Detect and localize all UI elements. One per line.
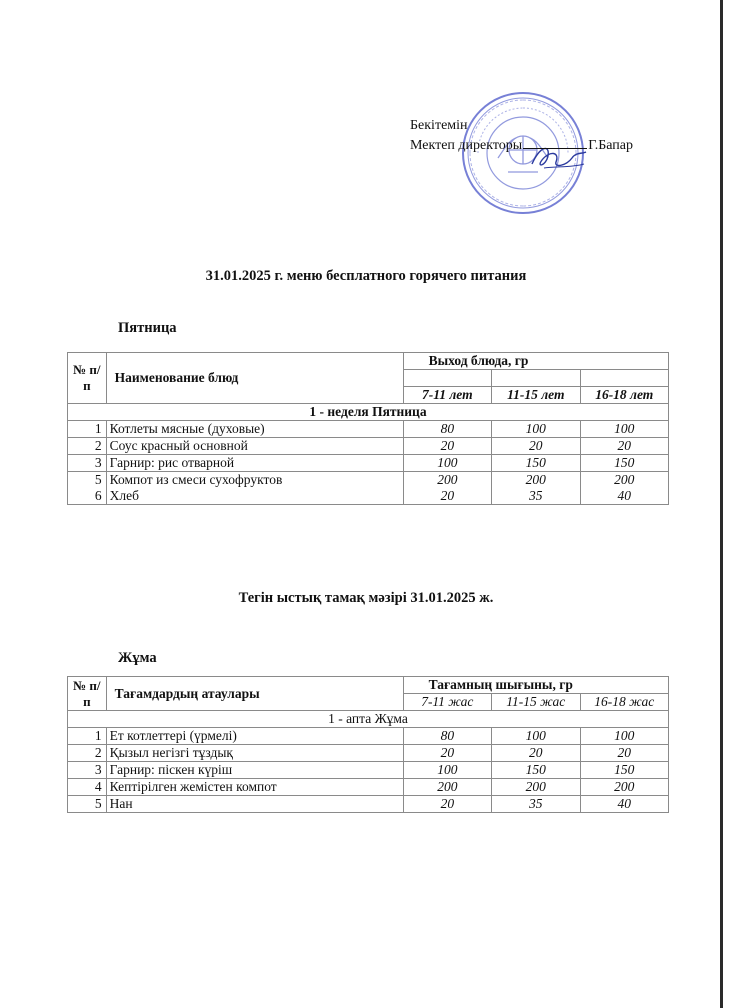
dish-name: Нан: [106, 796, 403, 813]
kz-header-name: Тағамдардың атаулары: [106, 677, 403, 711]
table-row: [68, 421, 669, 438]
row-number: 3: [68, 455, 107, 472]
row-number: 1: [68, 728, 107, 745]
portion-value: 100: [580, 421, 668, 438]
portion-value: 100: [403, 455, 491, 472]
approval-signature-line: [410, 135, 633, 155]
ru-age-header: 11-15 лет: [492, 387, 580, 404]
portion-value: 80: [403, 728, 491, 745]
kz-age-header: 16-18 жас: [580, 694, 668, 711]
dish-name-b: Хлеб: [109, 488, 139, 503]
table-row: [68, 455, 669, 472]
table-row: [68, 438, 669, 455]
portion-value-b: 40: [617, 488, 631, 503]
portion-value: 150: [492, 455, 580, 472]
portion-value: 20: [403, 745, 491, 762]
ru-menu-title: 31.01.2025 г. меню бесплатного горячего питания: [205, 268, 527, 284]
ru-week-row: [68, 404, 669, 421]
kz-day-label: Жұма: [118, 650, 157, 666]
kz-week-row: [68, 711, 669, 728]
portion-value: 20: [492, 745, 580, 762]
portion-value: [403, 472, 491, 505]
table-row: [68, 745, 669, 762]
dish-name: Гарнир: піскен күріш: [106, 762, 403, 779]
ru-day-label: Пятница: [118, 320, 177, 336]
portion-value-a: 200: [437, 472, 458, 487]
row-number: 4: [68, 779, 107, 796]
portion-value: 150: [580, 762, 668, 779]
ru-header-spacer: [580, 370, 668, 387]
ru-age-header: 7-11 лет: [403, 387, 491, 404]
ru-age-header: 16-18 лет: [580, 387, 668, 404]
approval-title: Бекітемін: [410, 118, 468, 133]
portion-value-a: 200: [525, 472, 546, 487]
dish-name: Гарнир: рис отварной: [106, 455, 403, 472]
approval-name: Г.Бапар: [588, 138, 634, 153]
ru-header-no: [68, 353, 107, 404]
portion-value: 150: [580, 455, 668, 472]
portion-value: 200: [580, 779, 668, 796]
table-row-merged: [68, 472, 669, 505]
portion-value-b: 35: [529, 488, 543, 503]
ru-header-no-text: № п/п: [73, 362, 101, 393]
portion-value: 80: [403, 421, 491, 438]
dish-name-a: Компот из смеси сухофруктов: [109, 472, 283, 487]
ru-header-name: Наименование блюд: [106, 353, 403, 404]
kz-header-row: [68, 677, 669, 694]
table-row: [68, 728, 669, 745]
ru-header-output: Выход блюда, гр: [403, 353, 668, 370]
ru-header-row: [68, 353, 669, 370]
dish-name: Котлеты мясные (духовые): [106, 421, 403, 438]
portion-value: 20: [492, 438, 580, 455]
row-number-b: 6: [94, 488, 102, 503]
portion-value-a: 200: [614, 472, 635, 487]
portion-value: [492, 472, 580, 505]
ru-week-label: 1 - неделя Пятница: [68, 404, 669, 421]
row-number-a: 5: [94, 472, 102, 487]
scan-edge-line: [720, 0, 723, 1008]
row-number: 2: [68, 438, 107, 455]
approval-block: [410, 116, 633, 155]
ru-header-spacer: [403, 370, 491, 387]
portion-value-b: 20: [440, 488, 455, 503]
dish-name: Қызыл негізгі тұздық: [106, 745, 403, 762]
kz-menu-title: Тегін ыстық тамақ мәзірі 31.01.2025 ж.: [238, 590, 494, 606]
kz-menu-table: [67, 676, 669, 813]
portion-value: [580, 472, 668, 505]
kz-header-output: Тағамның шығыны, гр: [403, 677, 668, 694]
ru-header-spacer: [492, 370, 580, 387]
portion-value: 100: [580, 728, 668, 745]
portion-value: 100: [403, 762, 491, 779]
kz-age-header: 11-15 жас: [492, 694, 580, 711]
dish-name: Соус красный основной: [106, 438, 403, 455]
kz-header-no: № п/п: [68, 677, 107, 711]
portion-value: 150: [492, 762, 580, 779]
approval-role: Мектеп директоры: [410, 138, 523, 153]
kz-age-header: 7-11 жас: [403, 694, 491, 711]
ru-menu-table: [67, 352, 669, 505]
signature-underline: [523, 135, 587, 149]
table-row: [68, 796, 669, 813]
dish-name: Кептірілген жемістен компот: [106, 779, 403, 796]
portion-value: 200: [403, 779, 491, 796]
row-number: 1: [68, 421, 107, 438]
portion-value: 35: [492, 796, 580, 813]
kz-week-label: 1 - апта Жұма: [68, 711, 669, 728]
row-number: [68, 472, 107, 505]
portion-value: 20: [403, 438, 491, 455]
row-number: 3: [68, 762, 107, 779]
table-row: [68, 762, 669, 779]
portion-value: 40: [580, 796, 668, 813]
portion-value: 20: [580, 438, 668, 455]
table-row: [68, 779, 669, 796]
portion-value: 100: [492, 421, 580, 438]
dish-name: Ет котлеттері (үрмелі): [106, 728, 403, 745]
portion-value: 20: [580, 745, 668, 762]
dish-name: [106, 472, 403, 505]
row-number: 2: [68, 745, 107, 762]
portion-value: 200: [492, 779, 580, 796]
portion-value: 100: [492, 728, 580, 745]
row-number: 5: [68, 796, 107, 813]
portion-value: 20: [403, 796, 491, 813]
